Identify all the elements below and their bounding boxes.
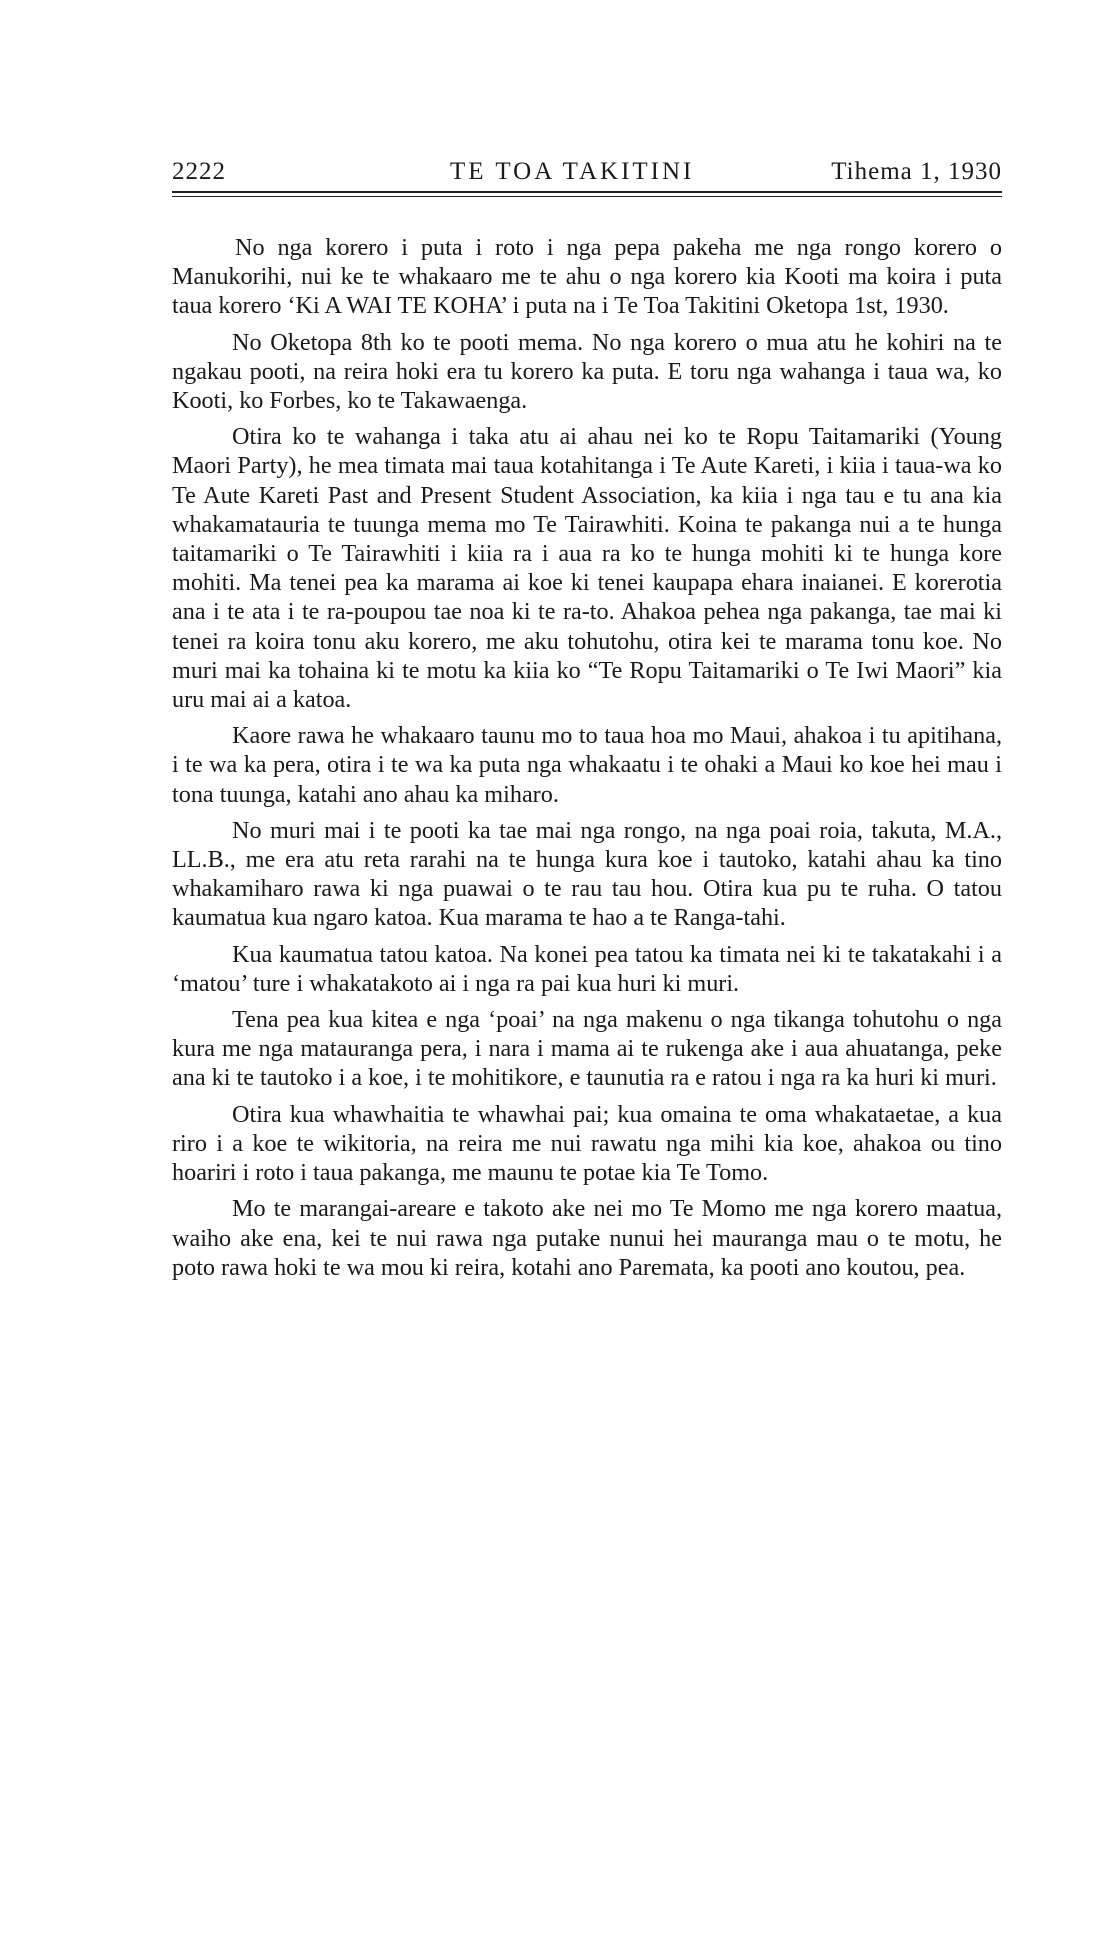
paragraph: No muri mai i te pooti ka tae mai nga rongo, na nga poai roia, takuta, M.A., LL.B., me era atu reta rarahi na te hunga kura koe i tautoko, katahi ahau ka tino whakamiharo rawa ki nga puawai o te rau tau hou. Otira kua pu te ruha. O tatou kaumatua kua ngaro katoa. Kua marama te hao a te Ranga-tahi. <box>172 816 1002 932</box>
article-body <box>172 233 1002 1289</box>
paragraph: Mo te marangai-areare e takoto ake nei mo Te Momo me nga korero maatua, waiho ake ena, kei te nui rawa nga putake nunui hei mauranga mau o te motu, he poto rawa hoki te wa mou ki reira, kotahi ano Paremata, ka pooti ano koutou, pea. <box>172 1195 1002 1281</box>
header-rule-thick <box>172 191 1002 193</box>
paragraph: No Oketopa 8th ko te pooti mema. No nga korero o mua atu he kohiri na te ngakau pooti, na reira hoki era tu korero ka puta. E toru nga wahanga i taua wa, ko Kooti, ko Forbes, ko te Takawaenga. <box>172 328 1002 415</box>
paragraph: Kaore rawa he whakaaro taunu mo to taua hoa mo Maui, ahakoa i tu apitihana, i te wa ka pera, otira i te wa ka puta nga whakaatu i te ohaki a Maui ko koe hei mau i tona tuunga, katahi ano ahau ka miharo. <box>172 722 1002 808</box>
paragraph: Tena pea kua kitea e nga ‘poai’ na nga makenu o nga tikanga tohutohu o nga kura me nga matauranga pera, i nara i mama ai te rukenga ake i aua ahuatanga, peke ana ki te tautoko i a koe, i te mohitikore, e taunutia ra e ratou i nga ra ka huri ki muri. <box>172 1006 1002 1092</box>
paragraph: No nga korero i puta i roto i nga pepa pakeha me nga rongo korero o Manukorihi, nui ke te whakaaro me te ahu o nga korero kia Kooti ma koira i puta taua korero ‘Ki A WAI TE KOHA’ i puta na i Te Toa Takitini Oketopa 1st, 1930. <box>172 234 1002 320</box>
paragraph: Otira kua whawhaitia te whawhai pai; kua omaina te oma whakataetae, a kua riro i a koe te wikitoria, na reira me nui rawatu nga mihi kia koe, ahakoa ou tino hoariri i roto i taua pakanga, me maunu te potae kia Te Tomo. <box>172 1100 1002 1187</box>
paragraph: Kua kaumatua tatou katoa. Na konei pea tatou ka timata nei ki te takatakahi i a ‘matou’ ture i whakatakoto ai i nga ra pai kua huri ki muri. <box>172 940 1002 997</box>
header-rule-thin <box>172 196 1002 197</box>
running-header <box>172 158 1002 190</box>
paragraph: Otira ko te wahanga i taka atu ai ahau nei ko te Ropu Taitamariki (Young Maori Party), he mea timata mai taua kotahitanga i Te Aute Kareti, i kiia i taua-wa ko Te Aute Kareti Past and Present Student Association, ka kiia i nga tau e tu ana kia whakamatauria te tuunga mema mo Te Tairawhiti. Koina te pakanga nui a te hunga taitamariki o Te Tairawhiti i kiia ra i aua ra ko te hunga mohiti ki te hunga kore mohiti. Ma tenei pea ka marama ai koe ki tenei kaupapa ehara inaianei. E korerotia ana i te ata i te ra-poupou tae noa ki te ra-to. Ahakoa pehea nga pakanga, tae mai ki tenei ra koira tonu aku korero, me aku tohutohu, otira kei te marama tonu koe. No muri mai ka tohaina ki te motu ka kiia ko “Te Ropu Taitamariki o Te Iwi Maori” kia uru mai ai a katoa. <box>172 423 1002 714</box>
issue-date: Tihema 1, 1930 <box>831 158 1002 185</box>
publication-title: TE TOA TAKITINI <box>450 158 695 185</box>
page-number: 2222 <box>172 158 226 185</box>
